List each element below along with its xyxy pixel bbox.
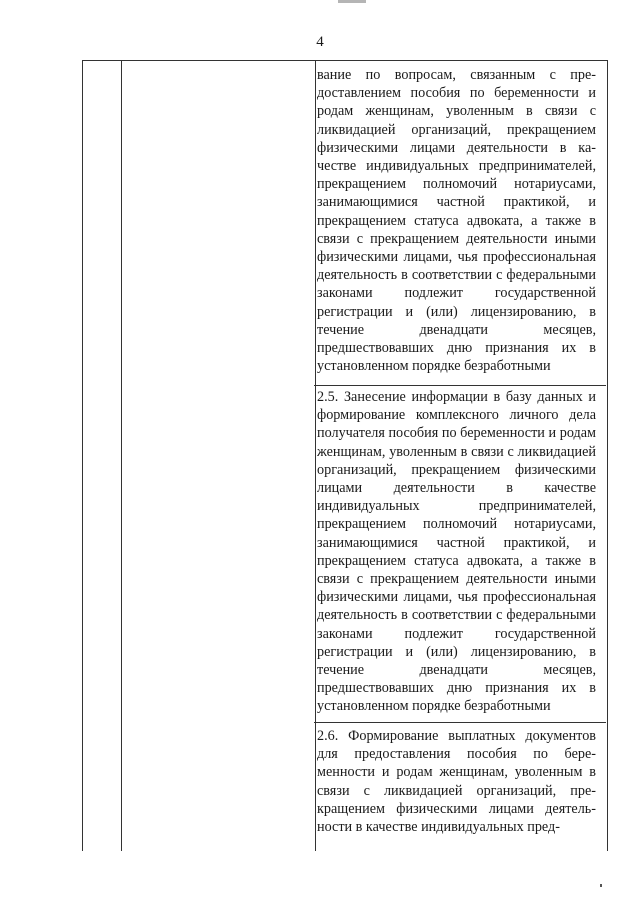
- table-cell-continuation: [317, 66, 596, 375]
- scan-speck: [600, 884, 602, 887]
- page-number: 4: [316, 34, 324, 50]
- table-cell-item-2-6: [317, 727, 596, 836]
- table-column-divider-2: [315, 61, 316, 851]
- table-column-divider-1: [121, 61, 122, 851]
- cell-text: 2.6. Формирование выплатных документов для предоставления пособия по беременности и родам женщинам, уволенным в связи с ликвидацией организаций, прекращением физическими лицами деятельности в качестве индивидуальных пред-: [317, 728, 596, 836]
- table-row-divider: [314, 385, 606, 386]
- table-row-divider: [314, 722, 606, 723]
- cell-text: вание по вопросам, связанным с предоставлением пособия по беременности и родам женщинам, уволенным в связи с ликвидацией организаций, прекращением физическими лицами деятельности в качестве индивидуальных предпринимателей, прекращением полномочий нотариусами, занимающимися частной практикой, и прекращением статуса адвоката, а также в связи с прекращением деятельности иными физическими лицами, чья профессиональная деятельность в соответствии с федеральными законами подлежит государственной регистрации и (или) лицензированию, в течение двенадцати месяцев, предшествовавших дню признания их в установленном порядке безработными: [317, 67, 596, 375]
- table-cell-item-2-5: [317, 388, 596, 716]
- scan-artifact: [338, 0, 366, 3]
- cell-text: 2.5. Занесение информации в базу данных и формирование комплексного личного дела получателя пособия по беременности и родам женщинам, уволенным в связи с ликвидацией организаций, прекращением физическими лицами деятельности в качестве индивидуальных предпринимателей, прекращением полномочий нотариусами, занимающимися частной практикой, и прекращением статуса адвоката, а также в связи с прекращением деятельности иными физическими лицами, чья профессиональная деятельность в соответствии с федеральными законами подлежит государственной регистрации и (или) лицензированию, в течение двенадцати месяцев, предшествовавших дню признания их в установленном порядке безработными: [317, 389, 596, 715]
